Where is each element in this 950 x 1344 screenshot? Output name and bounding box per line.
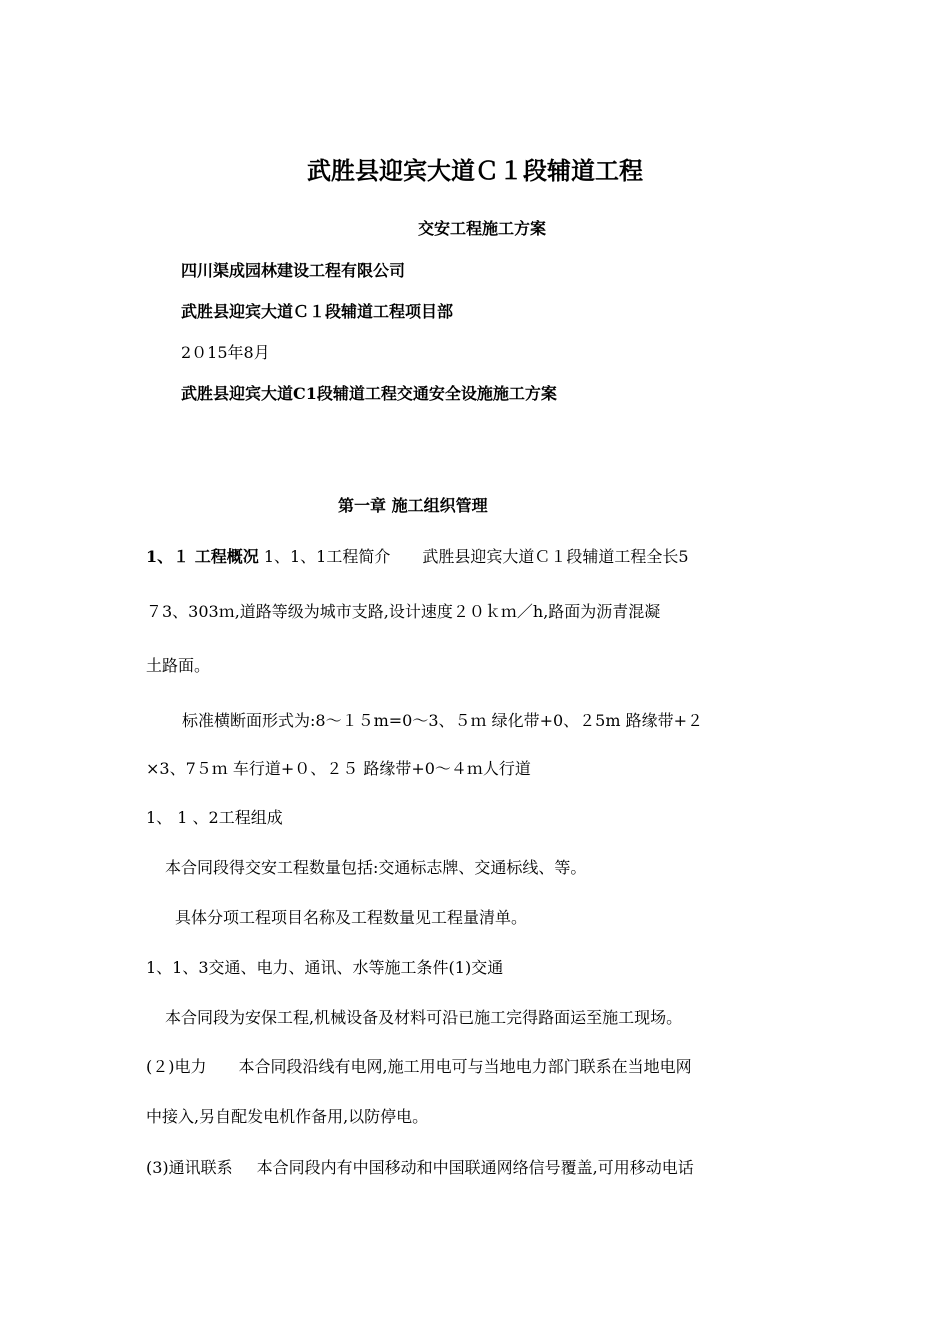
cross-section-line-1: 标准横断面形式为:8～１５m=0～3、５ｍ 绿化带+0、２5m 路缘带+２	[182, 711, 704, 730]
plan-title: 武胜县迎宾大道C1段辅道工程交通安全设施施工方案	[181, 384, 557, 403]
composition-line-2: 具体分项工程项目名称及工程数量见工程量清单。	[175, 908, 528, 927]
section-1-1-2-label: 1、 1 、2工程组成	[146, 808, 283, 827]
section-1-1-paragraph	[146, 546, 689, 568]
section-1-1-3-label: 1、1、3交通、电力、通讯、水等施工条件(1)交通	[146, 958, 504, 977]
section-1-1-1-label: 1、1、1工程简介	[263, 547, 391, 566]
project-intro-line-3: 土路面。	[146, 656, 211, 675]
composition-line-1: 本合同段得交安工程数量包括:交通标志牌、交通标线、等。	[165, 858, 587, 877]
project-intro-line-2: ７3、303ｍ,道路等级为城市支路,设计速度２０ｋｍ／h,路面为沥青混凝	[146, 602, 661, 621]
power-line-1: 本合同段沿线有电网,施工用电可与当地电力部门联系在当地电网	[238, 1057, 692, 1076]
power-paragraph	[146, 1056, 692, 1078]
section-1-1-label: 1、１ 工程概况	[146, 547, 259, 566]
power-line-2: 中接入,另自配发电机作备用,以防停电。	[146, 1107, 429, 1126]
communication-label: (3)通讯联系	[146, 1158, 233, 1177]
traffic-condition-line: 本合同段为安保工程,机械设备及材料可沿已施工完得路面运至施工现场。	[165, 1008, 683, 1027]
document-subtitle: 交安工程施工方案	[418, 219, 547, 238]
document-date: 2０15年8月	[181, 343, 270, 362]
power-label: (２)电力	[146, 1057, 207, 1076]
document-title: 武胜县迎宾大道Ｃ１段辅道工程	[307, 156, 643, 185]
chapter-heading: 第一章 施工组织管理	[338, 496, 488, 515]
project-department: 武胜县迎宾大道Ｃ１段辅道工程项目部	[181, 302, 454, 321]
communication-paragraph	[146, 1157, 694, 1179]
project-intro-line-1: 武胜县迎宾大道Ｃ１段辅道工程全长5	[422, 547, 689, 566]
company-name: 四川渠成园林建设工程有限公司	[181, 261, 406, 280]
cross-section-line-2: ×3、7５ｍ 车行道+０、２５ 路缘带+0～４ｍ人行道	[146, 759, 531, 778]
communication-line-1: 本合同段内有中国移动和中国联通网络信号覆盖,可用移动电话	[256, 1158, 694, 1177]
